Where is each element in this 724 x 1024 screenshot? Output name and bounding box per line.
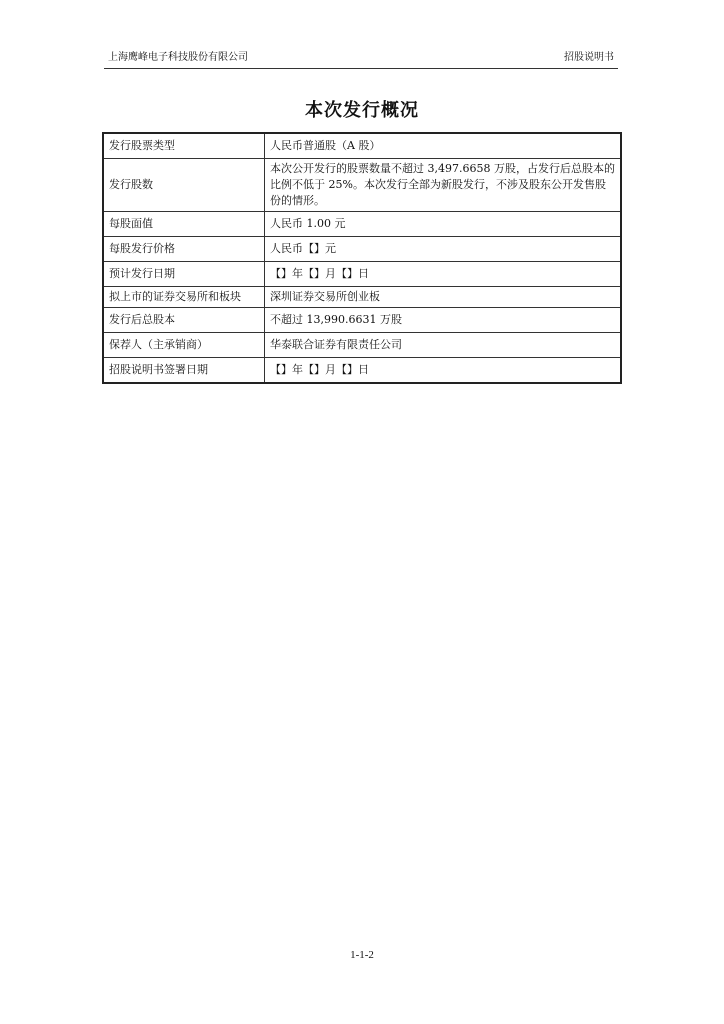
company-name: 上海鹰峰电子科技股份有限公司	[108, 52, 248, 63]
row-label: 发行股票类型	[103, 133, 265, 159]
row-value: 人民币 1.00 元	[265, 212, 622, 237]
row-value: 人民币【】元	[265, 237, 622, 262]
row-label: 每股面值	[103, 212, 265, 237]
row-value: 华泰联合证券有限责任公司	[265, 333, 622, 358]
offering-overview-table	[102, 132, 622, 384]
page-header	[104, 50, 618, 69]
row-label: 每股发行价格	[103, 237, 265, 262]
row-label: 招股说明书签署日期	[103, 358, 265, 384]
table-row	[103, 237, 621, 262]
document-type: 招股说明书	[564, 52, 614, 63]
table-row	[103, 212, 621, 237]
row-value: 人民币普通股（A 股）	[265, 133, 622, 159]
row-value: 不超过 13,990.6631 万股	[265, 308, 622, 333]
row-label: 拟上市的证券交易所和板块	[103, 287, 265, 308]
row-label: 发行股数	[103, 159, 265, 212]
row-value: 本次公开发行的股票数量不超过 3,497.6658 万股，占发行后总股本的比例不低于 25%。本次发行全部为新股发行，不涉及股东公开发售股份的情形。	[265, 159, 622, 212]
table-row	[103, 333, 621, 358]
row-value: 深圳证券交易所创业板	[265, 287, 622, 308]
page-number: 1-1-2	[350, 949, 374, 961]
table-row	[103, 287, 621, 308]
page-title: 本次发行概况	[305, 100, 419, 121]
table-row	[103, 358, 621, 384]
row-value: 【】年【】月【】日	[265, 262, 622, 287]
row-label: 保荐人（主承销商）	[103, 333, 265, 358]
table-row	[103, 159, 621, 212]
row-value: 【】年【】月【】日	[265, 358, 622, 384]
row-label: 发行后总股本	[103, 308, 265, 333]
table-row	[103, 262, 621, 287]
table-row	[103, 308, 621, 333]
row-label: 预计发行日期	[103, 262, 265, 287]
table-row	[103, 133, 621, 159]
